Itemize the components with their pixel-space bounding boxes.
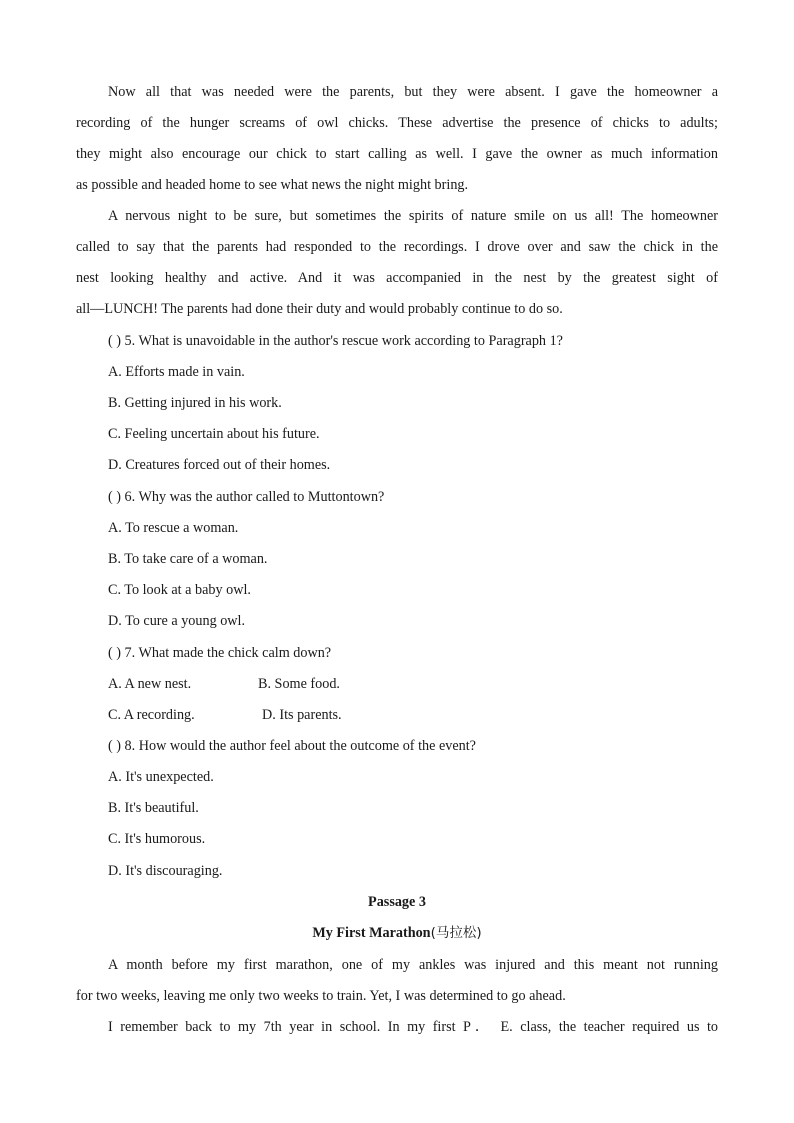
passage-title: My First Marathon [312, 925, 431, 941]
answer-option: C. Feeling uncertain about his future. [108, 426, 320, 442]
paragraph-line: Now all that was needed were the parents, but they were absent. I gave the homeowner a [108, 84, 718, 100]
paragraph-line: they might also encourage our chick to start calling as well. I gave the owner as much information [76, 146, 718, 162]
answer-option: D. Creatures forced out of their homes. [108, 457, 331, 473]
paragraph-line: A month before my first marathon, one of my ankles was injured and this meant not running [108, 957, 718, 973]
paragraph-line: recording of the hunger screams of owl chicks. These advertise the presence of chicks to adults; [76, 115, 718, 131]
answer-option: A. To rescue a woman. [108, 520, 239, 536]
paragraph-line: as possible and headed home to see what news the night might bring. [76, 177, 469, 193]
passage-title-row [0, 923, 794, 943]
paragraph-line: for two weeks, leaving me only two weeks to train. Yet, I was determined to go ahead. [76, 988, 566, 1004]
paragraph-line: A nervous night to be sure, but sometimes the spirits of nature smile on us all! The homeowner [108, 208, 718, 224]
answer-option: B. To take care of a woman. [108, 551, 268, 567]
answer-option: B. Getting injured in his work. [108, 395, 282, 411]
question-stem: ( ) 7. What made the chick calm down? [108, 645, 332, 661]
paragraph-line: called to say that the parents had responded to the recordings. I drove over and saw the chick in the [76, 239, 718, 255]
answer-option: D. Its parents. [262, 707, 342, 723]
answer-option: C. A recording. [108, 707, 195, 723]
passage-title-chinese: (马拉松) [430, 925, 482, 941]
paragraph-line: nest looking healthy and active. And it was accompanied in the nest by the greatest sight of [76, 270, 718, 286]
answer-option: D. It's discouraging. [108, 863, 223, 879]
passage-heading: Passage 3 [368, 894, 426, 910]
paragraph-line: I remember back to my 7th year in school. In my first P． E. class, the teacher required us to [108, 1019, 718, 1035]
answer-option: A. Efforts made in vain. [108, 364, 245, 380]
question-stem: ( ) 5. What is unavoidable in the author's rescue work according to Paragraph 1? [108, 333, 563, 349]
answer-option: A. It's unexpected. [108, 769, 214, 785]
answer-option: B. Some food. [258, 676, 340, 692]
answer-option: D. To cure a young owl. [108, 613, 246, 629]
answer-option: C. To look at a baby owl. [108, 582, 251, 598]
answer-option: C. It's humorous. [108, 831, 206, 847]
question-stem: ( ) 6. Why was the author called to Muttontown? [108, 489, 385, 505]
answer-option: B. It's beautiful. [108, 800, 199, 816]
paragraph-line: all—LUNCH! The parents had done their duty and would probably continue to do so. [76, 301, 563, 317]
answer-option: A. A new nest. [108, 676, 192, 692]
question-stem: ( ) 8. How would the author feel about the outcome of the event? [108, 738, 476, 754]
